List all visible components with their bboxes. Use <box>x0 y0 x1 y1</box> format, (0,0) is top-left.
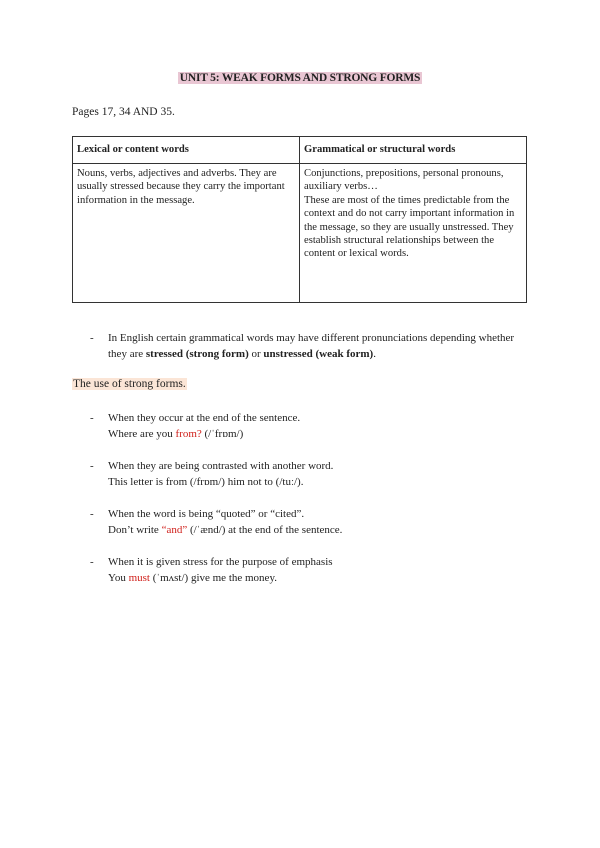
lexical-description: Nouns, verbs, adjectives and adverbs. They are usually stressed because they carry the important information in the message. <box>73 164 300 303</box>
rule-description: When it is given stress for the purpose of emphasis <box>108 556 333 568</box>
table-header-row <box>73 137 527 164</box>
bullet-dash: - <box>90 332 94 344</box>
bullet-dash: - <box>90 460 94 472</box>
example-transcription: (ˈmʌst/) give me the money. <box>150 571 277 584</box>
rule-text <box>108 411 528 442</box>
section-heading <box>72 378 187 390</box>
rule-text <box>108 459 528 490</box>
grammatical-explanation: These are most of the times predictable from the context and do not carry important information in the message, so they are usually unstressed. They establish structural relationships between the content or lexical words. <box>304 194 515 260</box>
intro-text-end: . <box>373 347 376 360</box>
bullet-dash: - <box>90 556 94 568</box>
strong-form-term: stressed (strong form) <box>145 347 249 360</box>
rule-text <box>108 507 528 538</box>
example-text: Don’t write <box>108 523 162 536</box>
table-row <box>73 164 527 303</box>
rule-example <box>108 475 528 491</box>
bullet-dash: - <box>90 508 94 520</box>
example-text: Where are you <box>108 427 176 440</box>
highlighted-word: must <box>128 571 150 584</box>
highlighted-word: from? <box>175 427 202 440</box>
words-table <box>72 136 527 303</box>
intro-text-start: In English certain grammatical words may have different pronunciations depending whether they are <box>108 332 515 360</box>
example-text: You <box>108 571 129 584</box>
page-title <box>0 72 600 84</box>
rule-text <box>108 555 528 586</box>
header-lexical: Lexical or content words <box>73 137 300 164</box>
pages-reference: Pages 17, 34 AND 35. <box>72 106 175 118</box>
rule-example <box>108 427 528 443</box>
example-text: This letter is from (/frɒm/) him not to (/tuː/). <box>108 475 304 488</box>
header-grammatical: Grammatical or structural words <box>300 137 527 164</box>
highlighted-word: “and” <box>161 523 188 536</box>
rule-description: When they are being contrasted with another word. <box>108 460 334 472</box>
example-transcription: (/ˈænd/) at the end of the sentence. <box>187 523 343 536</box>
section-heading-text: The use of strong forms. <box>73 378 186 390</box>
rule-description: When the word is being “quoted” or “cited”. <box>108 508 305 520</box>
title-text: UNIT 5: WEAK FORMS AND STRONG FORMS <box>179 72 421 84</box>
grammatical-description <box>300 164 527 303</box>
intro-text <box>108 331 528 362</box>
intro-text-mid: or <box>248 347 264 360</box>
rule-example <box>108 571 528 587</box>
grammatical-examples: Conjunctions, prepositions, personal pronouns, auxiliary verbs… <box>304 168 504 193</box>
bullet-dash: - <box>90 412 94 424</box>
rule-example <box>108 523 528 539</box>
weak-form-term: unstressed (weak form) <box>263 347 374 360</box>
example-transcription: (/ˈfrɒm/) <box>201 427 244 440</box>
rule-description: When they occur at the end of the sentence. <box>108 412 301 424</box>
